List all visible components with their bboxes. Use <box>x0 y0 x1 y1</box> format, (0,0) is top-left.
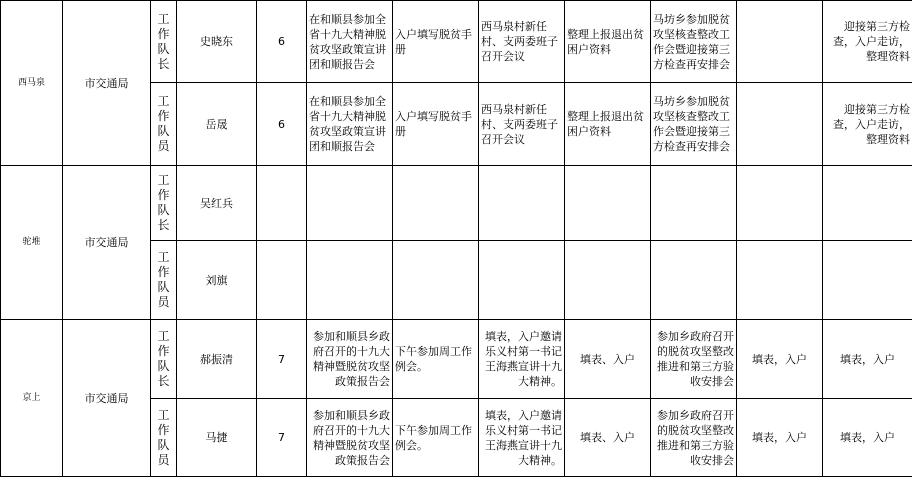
day1-cell <box>307 241 393 320</box>
role-text: 工作队长 <box>157 173 170 232</box>
day1-cell: 参加和顺县乡政府召开的十九大精神暨脱贫攻坚政策报告会 <box>307 320 393 399</box>
day3-cell: 填表，入户邀请乐义村第一书记王海燕宣讲十九大精神。 <box>479 399 565 477</box>
day3-cell: 西马泉村新任村、支两委班子召开会议 <box>479 1 565 83</box>
table-row <box>1 166 912 241</box>
name-cell: 刘旗 <box>177 241 257 320</box>
role-text: 工作队长 <box>157 11 170 71</box>
day4-cell <box>565 166 651 241</box>
role-cell <box>151 399 177 477</box>
name-cell: 郝振清 <box>177 320 257 399</box>
day6-cell: 填表，入户 <box>737 320 823 399</box>
day6-cell <box>737 166 823 241</box>
table-row <box>1 1 912 83</box>
unit-cell: 市交通局 <box>63 166 151 320</box>
day1-cell: 在和顺县参加全省十九大精神脱贫攻坚政策宣讲团和顺报告会 <box>307 83 393 166</box>
role-cell <box>151 241 177 320</box>
table-row <box>1 320 912 399</box>
name-cell: 史晓东 <box>177 1 257 83</box>
role-cell <box>151 1 177 83</box>
day7-cell <box>823 166 912 241</box>
day5-cell <box>651 166 737 241</box>
days-cell <box>257 166 307 241</box>
day1-cell: 在和顺县参加全省十九大精神脱贫攻坚政策宣讲团和顺报告会 <box>307 1 393 83</box>
day4-cell: 填表、入户 <box>565 399 651 477</box>
role-cell <box>151 166 177 241</box>
village-cell: 驼堆 <box>1 166 63 320</box>
day4-cell <box>565 241 651 320</box>
day2-cell: 入户填写脱贫手册 <box>393 83 479 166</box>
day7-cell <box>823 241 912 320</box>
day6-cell <box>737 1 823 83</box>
days-cell: 7 <box>257 399 307 477</box>
day7-cell: 填表，入户 <box>823 320 912 399</box>
unit-cell: 市交通局 <box>63 1 151 166</box>
days-cell: 7 <box>257 320 307 399</box>
day4-cell: 整理上报退出贫困户资料 <box>565 83 651 166</box>
day7-cell: 填表，入户 <box>823 399 912 477</box>
day1-cell <box>307 166 393 241</box>
day3-cell <box>479 166 565 241</box>
days-cell <box>257 241 307 320</box>
days-cell: 6 <box>257 83 307 166</box>
day5-cell <box>651 241 737 320</box>
days-cell: 6 <box>257 1 307 83</box>
role-cell <box>151 83 177 166</box>
role-text: 工作队长 <box>157 329 170 388</box>
day3-cell <box>479 241 565 320</box>
unit-cell: 市交通局 <box>63 320 151 477</box>
day2-cell: 下午参加周工作例会。 <box>393 320 479 399</box>
day6-cell <box>737 241 823 320</box>
day1-cell: 参加和顺县乡政府召开的十九大精神暨脱贫攻坚政策报告会 <box>307 399 393 477</box>
day5-cell: 参加乡政府召开的脱贫攻坚整改推进和第三方验收安排会 <box>651 320 737 399</box>
name-cell: 岳晟 <box>177 83 257 166</box>
day3-cell: 西马泉村新任村、支两委班子召开会议 <box>479 83 565 166</box>
name-cell: 吴红兵 <box>177 166 257 241</box>
day4-cell: 填表、入户 <box>565 320 651 399</box>
village-cell: 西马泉 <box>1 1 63 166</box>
role-text: 工作队员 <box>157 407 170 467</box>
day7-cell: 迎接第三方检查，入户走访，整理资料 <box>823 1 912 83</box>
day2-cell <box>393 241 479 320</box>
day5-cell: 马坊乡参加脱贫攻坚核查整改工作会暨迎接第三方检查再安排会 <box>651 1 737 83</box>
day7-cell: 迎接第三方检查，入户走访，整理资料 <box>823 83 912 166</box>
day4-cell: 整理上报退出贫困户资料 <box>565 1 651 83</box>
village-cell: 京上 <box>1 320 63 477</box>
role-text: 工作队员 <box>157 250 170 309</box>
day3-cell: 填表，入户邀请乐义村第一书记王海燕宣讲十九大精神。 <box>479 320 565 399</box>
name-cell: 马捷 <box>177 399 257 477</box>
day5-cell: 马坊乡参加脱贫攻坚核查整改工作会暨迎接第三方检查再安排会 <box>651 83 737 166</box>
day2-cell: 下午参加周工作例会。 <box>393 399 479 477</box>
role-text: 工作队员 <box>157 94 170 153</box>
role-cell <box>151 320 177 399</box>
day6-cell <box>737 83 823 166</box>
day2-cell: 入户填写脱贫手册 <box>393 1 479 83</box>
day5-cell: 参加乡政府召开的脱贫攻坚整改推进和第三方验收安排会 <box>651 399 737 477</box>
day6-cell: 填表，入户 <box>737 399 823 477</box>
day2-cell <box>393 166 479 241</box>
